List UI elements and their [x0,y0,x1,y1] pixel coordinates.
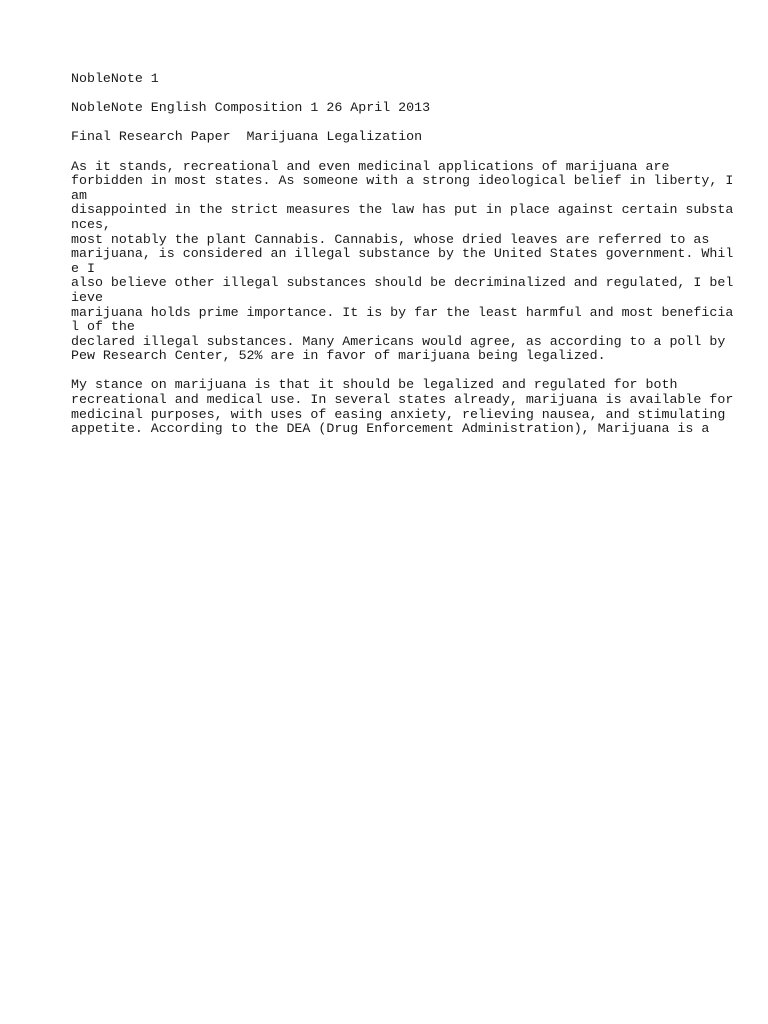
paragraph-line: am [71,187,87,203]
document-page [71,71,734,437]
paragraph-line: l of the [71,319,135,335]
title-line: Final Research Paper Marijuana Legalization [71,129,423,145]
paragraph-line: marijuana holds prime importance. It is by far the least harmful and most beneficia [71,304,734,320]
paragraph-2 [71,377,734,437]
paragraph-line: nces, [71,216,111,232]
course-line: NobleNote English Composition 1 26 April 2013 [71,100,431,116]
paragraph-line: medicinal purposes, with uses of easing anxiety, relieving nausea, and stimulating [71,406,726,422]
paragraph-line: Pew Research Center, 52% are in favor of marijuana being legalized. [71,348,606,364]
paragraph-line: ieve [71,289,103,305]
paragraph-line: disappointed in the strict measures the law has put in place against certain substa [71,202,734,218]
spacer [71,87,731,102]
paragraph-line: appetite. According to the DEA (Drug Enforcement Administration), Marijuana is a [71,421,710,437]
paragraph-line: also believe other illegal substances should be decriminalized and regulated, I bel [71,275,734,291]
paragraph-line: recreational and medical use. In several states already, marijuana is available for [71,392,734,408]
paragraph-line: forbidden in most states. As someone with a strong ideological belief in liberty, I [71,173,734,189]
spacer [71,116,731,131]
paragraph-line: e I [71,260,95,276]
spacer [71,145,731,160]
header-name: NobleNote 1 [71,71,159,86]
paragraph-line: marijuana, is considered an illegal substance by the United States government. Whil [71,246,734,262]
paragraph-line: most notably the plant Cannabis. Cannabis, whose dried leaves are referred to as [71,231,710,247]
paragraph-line: As it stands, recreational and even medicinal applications of marijuana are [71,158,670,174]
paragraph-1 [71,158,734,364]
paragraph-line: declared illegal substances. Many Americans would agree, as according to a poll by [71,333,726,349]
paragraph-line: My stance on marijuana is that it should be legalized and regulated for both [71,377,678,393]
spacer [71,364,731,379]
